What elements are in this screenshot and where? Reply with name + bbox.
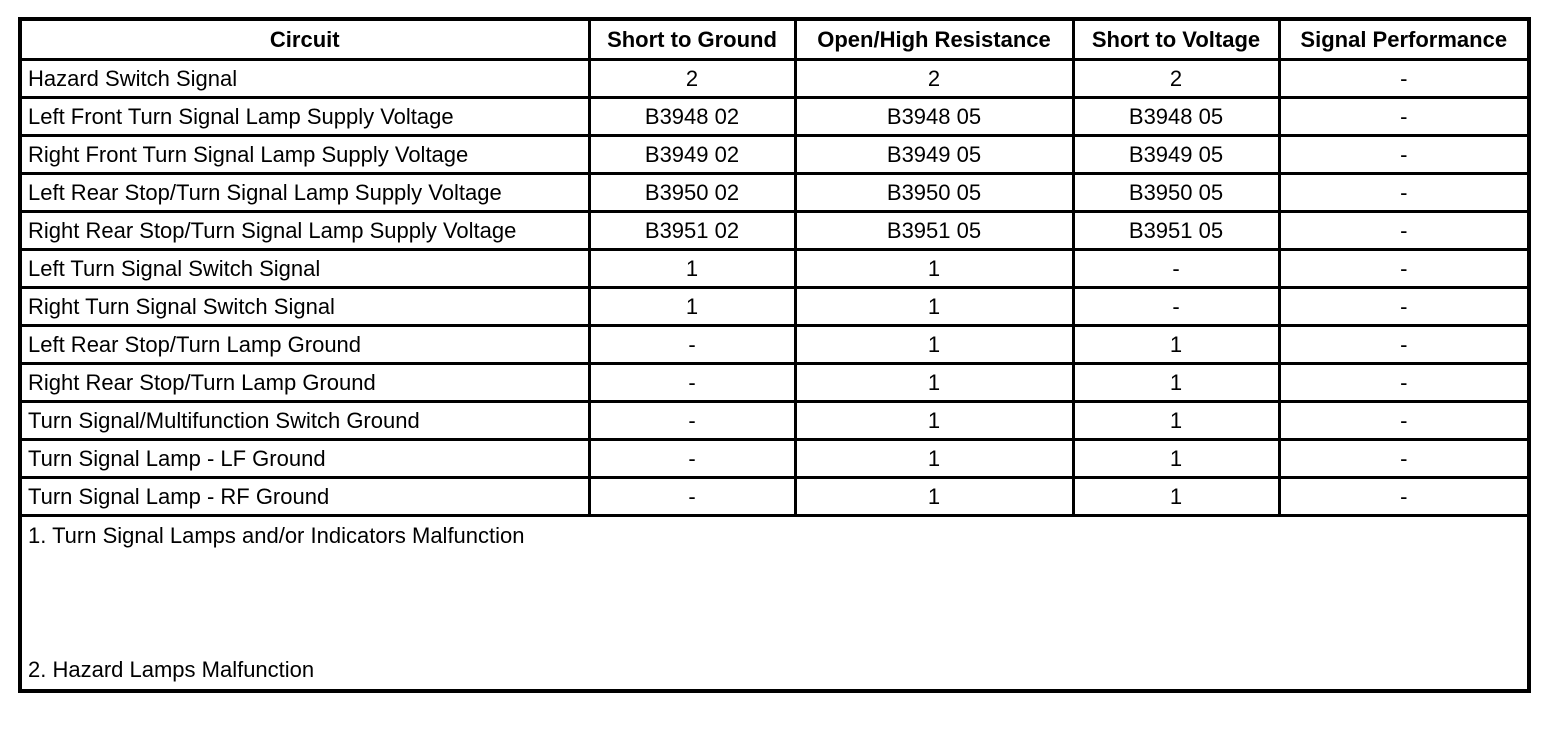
short-to-ground-cell: -	[589, 440, 795, 478]
circuit-cell: Left Turn Signal Switch Signal	[20, 250, 589, 288]
signal-performance-cell: -	[1279, 212, 1529, 250]
short-to-ground-cell: 2	[589, 60, 795, 98]
open-high-resistance-cell: 1	[795, 440, 1073, 478]
circuit-cell: Left Rear Stop/Turn Signal Lamp Supply Voltage	[20, 174, 589, 212]
table-row	[20, 250, 1529, 288]
signal-performance-cell: -	[1279, 478, 1529, 516]
table-row	[20, 98, 1529, 136]
circuit-cell: Left Rear Stop/Turn Lamp Ground	[20, 326, 589, 364]
short-to-voltage-cell: B3948 05	[1073, 98, 1279, 136]
short-to-voltage-cell: 2	[1073, 60, 1279, 98]
open-high-resistance-cell: 1	[795, 250, 1073, 288]
header-short-to-voltage: Short to Voltage	[1073, 19, 1279, 60]
short-to-ground-cell: B3949 02	[589, 136, 795, 174]
table-row	[20, 326, 1529, 364]
short-to-ground-cell: 1	[589, 250, 795, 288]
table-row	[20, 478, 1529, 516]
short-to-voltage-cell: 1	[1073, 402, 1279, 440]
short-to-voltage-cell: -	[1073, 250, 1279, 288]
dtc-circuit-table	[18, 17, 1531, 693]
table-row	[20, 212, 1529, 250]
circuit-cell: Turn Signal/Multifunction Switch Ground	[20, 402, 589, 440]
short-to-ground-cell: B3948 02	[589, 98, 795, 136]
short-to-ground-cell: -	[589, 326, 795, 364]
short-to-ground-cell: B3950 02	[589, 174, 795, 212]
circuit-cell: Right Rear Stop/Turn Signal Lamp Supply Voltage	[20, 212, 589, 250]
signal-performance-cell: -	[1279, 288, 1529, 326]
circuit-cell: Right Turn Signal Switch Signal	[20, 288, 589, 326]
open-high-resistance-cell: B3948 05	[795, 98, 1073, 136]
short-to-ground-cell: 1	[589, 288, 795, 326]
short-to-voltage-cell: 1	[1073, 364, 1279, 402]
short-to-ground-cell: B3951 02	[589, 212, 795, 250]
open-high-resistance-cell: B3950 05	[795, 174, 1073, 212]
open-high-resistance-cell: 1	[795, 288, 1073, 326]
short-to-ground-cell: -	[589, 402, 795, 440]
table-row	[20, 60, 1529, 98]
short-to-ground-cell: -	[589, 364, 795, 402]
short-to-ground-cell: -	[589, 478, 795, 516]
open-high-resistance-cell: B3949 05	[795, 136, 1073, 174]
short-to-voltage-cell: 1	[1073, 326, 1279, 364]
circuit-cell: Left Front Turn Signal Lamp Supply Voltage	[20, 98, 589, 136]
short-to-voltage-cell: B3949 05	[1073, 136, 1279, 174]
circuit-cell: Right Rear Stop/Turn Lamp Ground	[20, 364, 589, 402]
signal-performance-cell: -	[1279, 364, 1529, 402]
signal-performance-cell: -	[1279, 136, 1529, 174]
circuit-cell: Hazard Switch Signal	[20, 60, 589, 98]
circuit-cell: Turn Signal Lamp - RF Ground	[20, 478, 589, 516]
signal-performance-cell: -	[1279, 250, 1529, 288]
signal-performance-cell: -	[1279, 402, 1529, 440]
notes-cell	[20, 516, 1529, 692]
circuit-cell: Right Front Turn Signal Lamp Supply Voltage	[20, 136, 589, 174]
note-2: 2. Hazard Lamps Malfunction	[28, 657, 315, 682]
header-short-to-ground: Short to Ground	[589, 19, 795, 60]
signal-performance-cell: -	[1279, 326, 1529, 364]
signal-performance-cell: -	[1279, 174, 1529, 212]
header-signal-performance: Signal Performance	[1279, 19, 1529, 60]
table-row	[20, 174, 1529, 212]
short-to-voltage-cell: B3951 05	[1073, 212, 1279, 250]
table-row	[20, 288, 1529, 326]
header-open-high-resistance: Open/High Resistance	[795, 19, 1073, 60]
open-high-resistance-cell: 1	[795, 364, 1073, 402]
signal-performance-cell: -	[1279, 440, 1529, 478]
short-to-voltage-cell: 1	[1073, 440, 1279, 478]
open-high-resistance-cell: 2	[795, 60, 1073, 98]
signal-performance-cell: -	[1279, 98, 1529, 136]
table-row	[20, 402, 1529, 440]
notes-row	[20, 516, 1529, 692]
short-to-voltage-cell: 1	[1073, 478, 1279, 516]
signal-performance-cell: -	[1279, 60, 1529, 98]
short-to-voltage-cell: B3950 05	[1073, 174, 1279, 212]
table-header-row	[20, 19, 1529, 60]
table-row	[20, 440, 1529, 478]
circuit-cell: Turn Signal Lamp - LF Ground	[20, 440, 589, 478]
open-high-resistance-cell: B3951 05	[795, 212, 1073, 250]
header-circuit: Circuit	[20, 19, 589, 60]
open-high-resistance-cell: 1	[795, 326, 1073, 364]
note-1: 1. Turn Signal Lamps and/or Indicators Malfunction	[28, 523, 525, 548]
table-row	[20, 136, 1529, 174]
table-row	[20, 364, 1529, 402]
open-high-resistance-cell: 1	[795, 478, 1073, 516]
open-high-resistance-cell: 1	[795, 402, 1073, 440]
short-to-voltage-cell: -	[1073, 288, 1279, 326]
